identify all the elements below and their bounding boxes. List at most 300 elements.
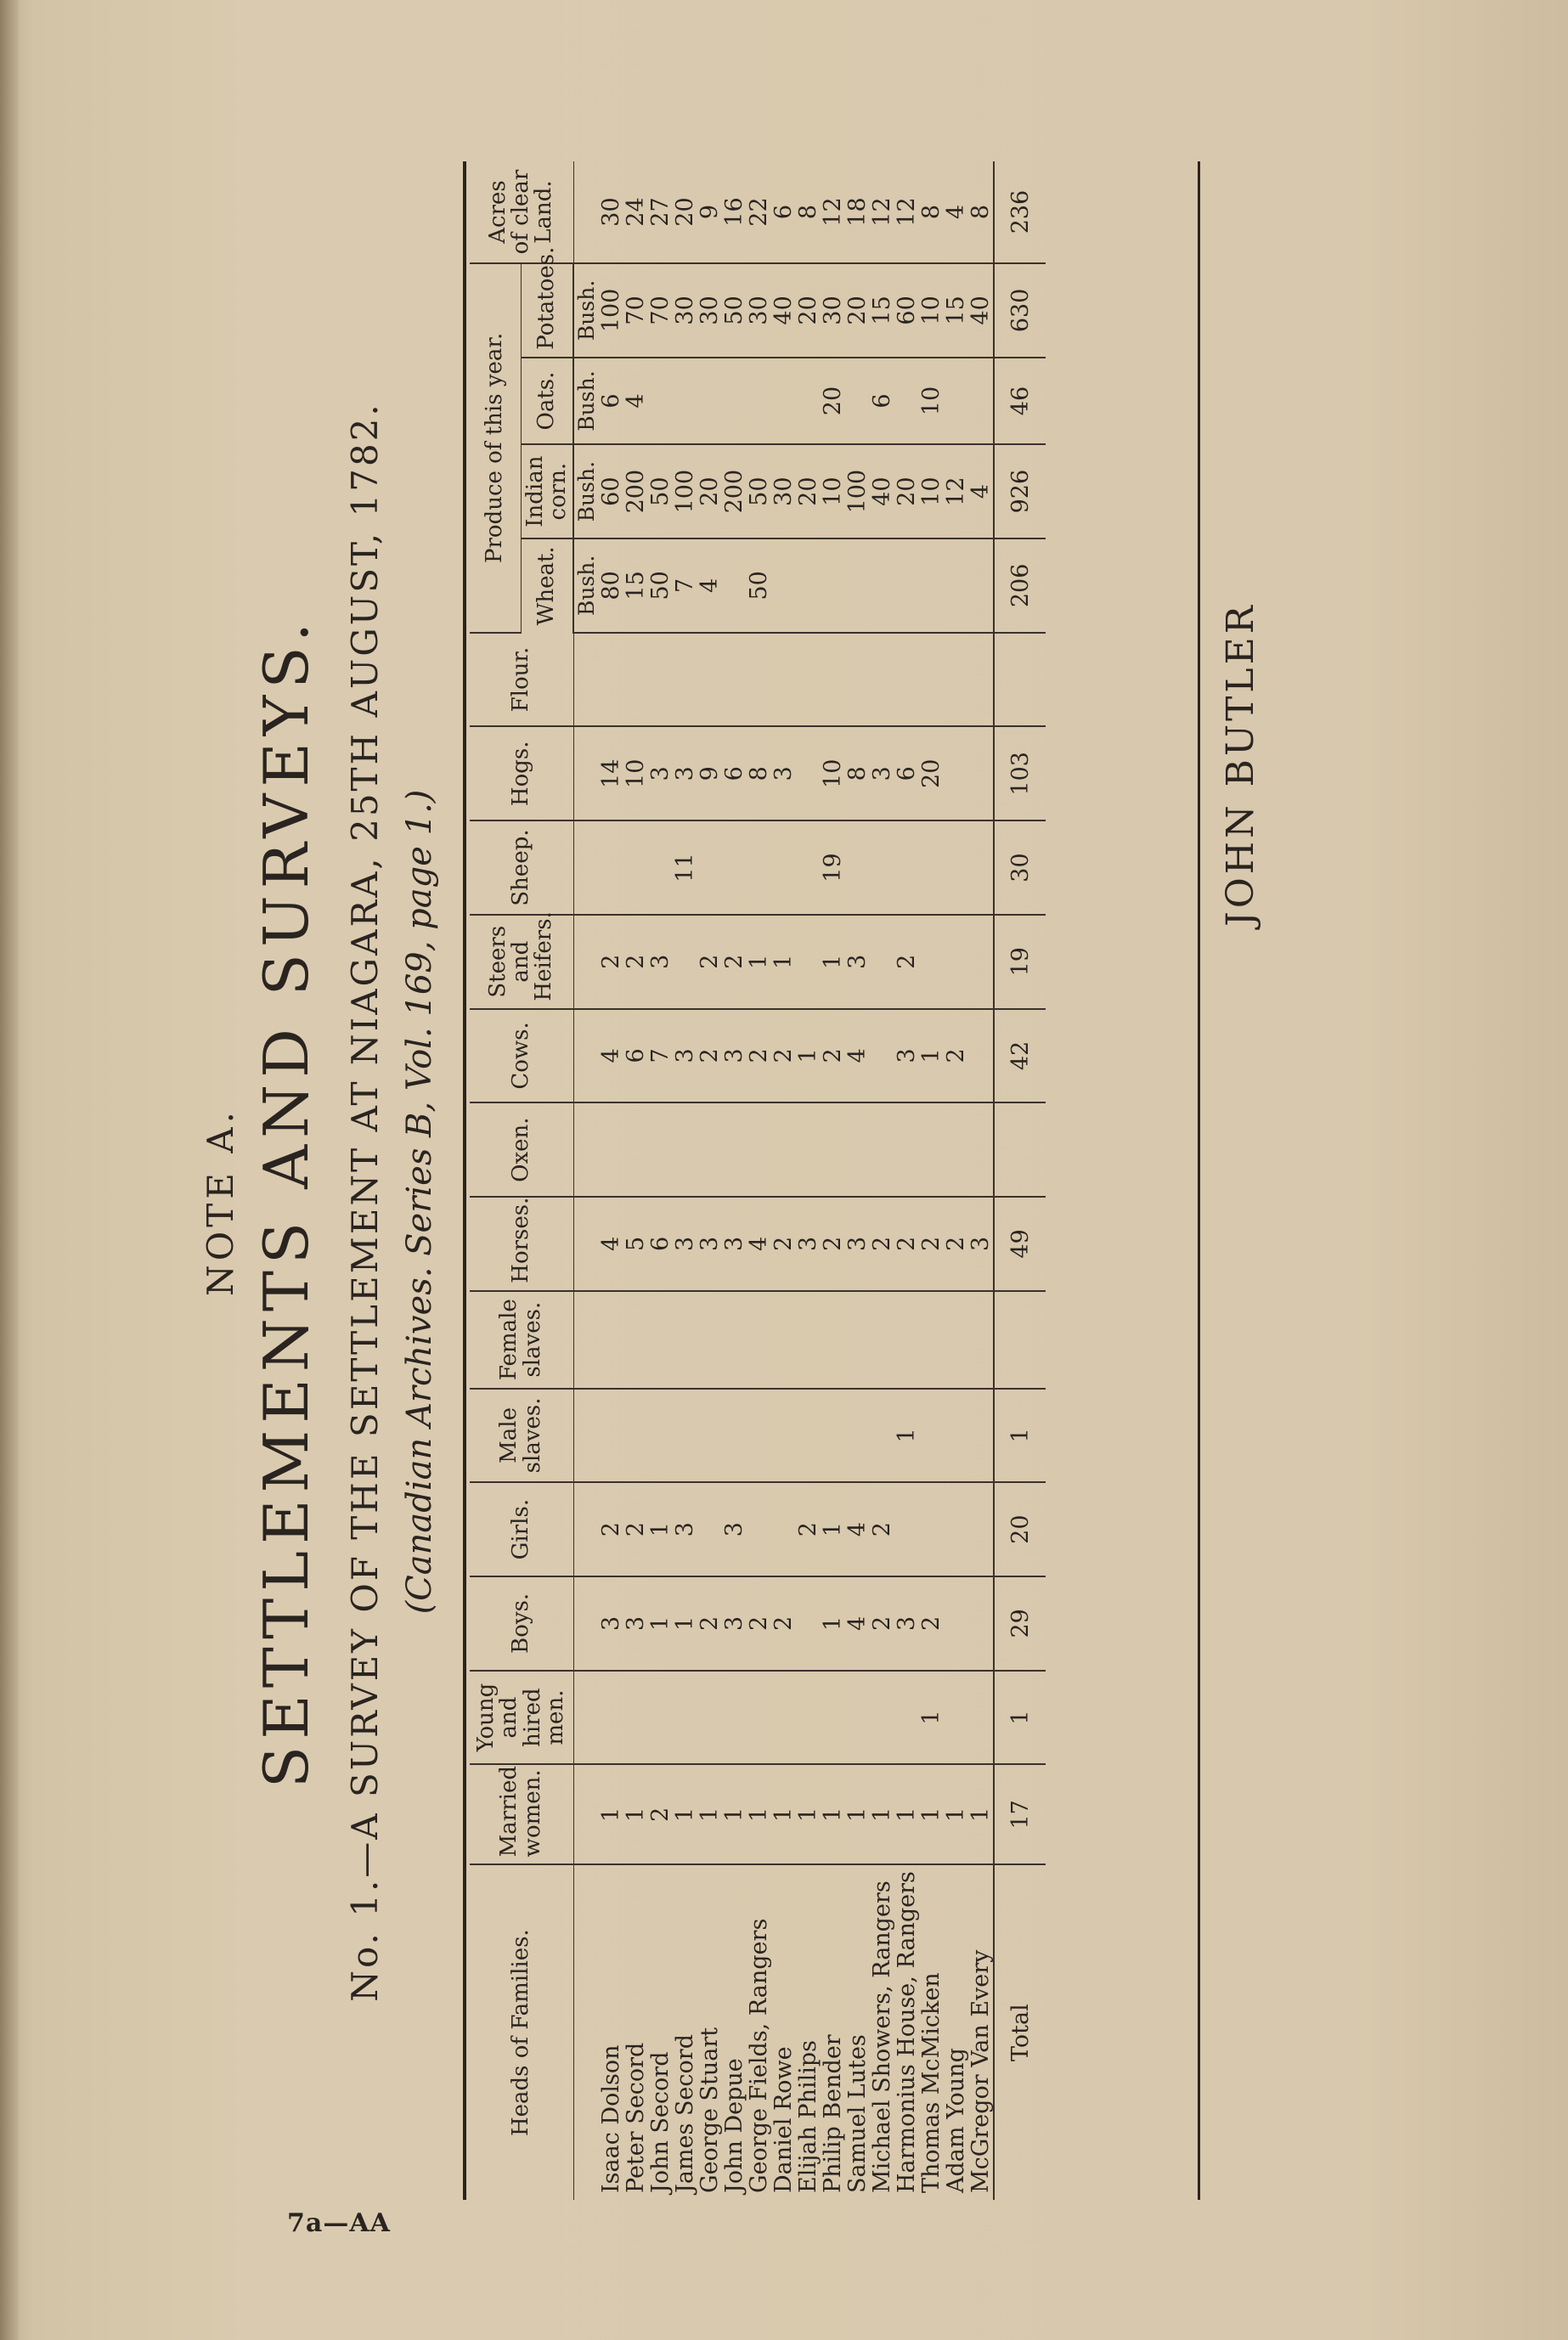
total-cell [994,1102,1046,1197]
table-cell: 20 [894,444,919,538]
table-cell [944,820,968,915]
table-cell: 3 [722,1576,747,1671]
table-cell: 2 [623,915,648,1009]
table-cell: 1 [919,1764,944,1864]
table-cell [673,1102,697,1197]
table-cell [599,633,623,727]
total-cell: 42 [994,1009,1046,1103]
header-oats: Oats. [522,358,574,445]
table-cell: 70 [648,263,673,358]
table-cell [845,1291,870,1389]
header-hogs: Hogs. [470,726,573,820]
table-cell: 6 [648,1197,673,1291]
table-cell: 2 [599,1482,623,1576]
table-cell: 1 [919,1671,944,1765]
table-cell [747,1671,771,1765]
table-cell [771,1291,796,1389]
total-cell: 926 [994,444,1046,538]
total-cell [994,1291,1046,1389]
table-cell [894,358,919,445]
table-cell: 40 [968,263,994,358]
total-cell [994,633,1046,727]
table-cell [722,1291,747,1389]
family-head-name: George Fields, Rangers [746,1918,772,2193]
table-cell [796,1671,821,1765]
table-cell [796,1291,821,1389]
table-cell: 3 [845,1197,870,1291]
table-cell [944,1389,968,1483]
table-cell: 200 [623,444,648,538]
table-cell: 2 [870,1482,894,1576]
table-cell [919,633,944,727]
table-cell: 4 [599,1197,623,1291]
table-cell [796,915,821,1009]
header-produce-group: Produce of this year. [470,263,522,633]
table-cell: 2 [870,1197,894,1291]
table-cell: 3 [673,726,697,820]
table-cell [870,820,894,915]
table-cell [648,1389,673,1483]
bottom-rule [1198,161,1200,2200]
table-cell [747,1291,771,1389]
table-cell: 15 [870,263,894,358]
table-cell [623,1102,648,1197]
table-cell: 3 [870,726,894,820]
table-cell [944,1482,968,1576]
table-cell: 3 [722,1482,747,1576]
table-cell [648,1291,673,1389]
table-cell [796,538,821,633]
total-cell: 1 [994,1671,1046,1765]
table-cell: 2 [747,1009,771,1103]
table-cell: 4 [599,1009,623,1103]
table-cell [796,726,821,820]
unit-oats: Bush. [573,358,599,445]
table-cell: 5 [623,1197,648,1291]
table-cell [919,915,944,1009]
table-cell [845,538,870,633]
table-cell [968,538,994,633]
table-cell: 4 [697,538,722,633]
table-cell: 15 [623,538,648,633]
family-head-name: John Depue [721,2058,747,2193]
page-title: SETTLEMENTS AND SURVEYS. [251,615,322,1789]
page-number-value: 7a [287,2208,324,2238]
table-cell [944,915,968,1009]
table-cell: 2 [821,1197,845,1291]
table-cell [771,1671,796,1765]
table-cell: 2 [771,1576,796,1671]
table-cell: 2 [599,915,623,1009]
family-head-name: Harmonius House, Rangers [894,1871,920,2193]
signature: JOHN BUTLER [1219,602,1262,927]
table-cell: 4 [747,1197,771,1291]
table-cell: 20 [919,726,944,820]
table-cell: 70 [623,263,648,358]
table-cell: 9 [697,726,722,820]
table-cell: 1 [968,1764,994,1864]
header-cows: Cows. [470,1009,573,1103]
table-cell [870,915,894,1009]
top-rule [463,161,466,2200]
header-oxen: Oxen. [470,1102,573,1197]
table-row [623,161,648,2200]
table-cell [697,1671,722,1765]
table-row [697,161,722,2200]
table-cell: 6 [894,726,919,820]
table-cell: 20 [821,358,845,445]
table-cell [944,538,968,633]
family-head-name: George Stuart [697,2027,723,2193]
table-cell [722,1389,747,1483]
table-cell: 12 [870,161,894,263]
table-cell [845,1102,870,1197]
table-cell: 20 [697,444,722,538]
table-cell: 6 [771,161,796,263]
table-cell: 3 [673,1482,697,1576]
table-cell [722,633,747,727]
table-cell [747,1389,771,1483]
table-cell: 1 [747,1764,771,1864]
table-cell: 7 [648,1009,673,1103]
table-cell: 15 [944,263,968,358]
table-cell: 1 [697,1764,722,1864]
table-row [648,161,673,2200]
table-cell [968,1671,994,1765]
table-cell: 1 [821,915,845,1009]
binding-edge [0,0,19,2340]
family-head-name: Peter Secord [623,2042,649,2193]
table-cell [697,1482,722,1576]
total-cell: 1 [994,1389,1046,1483]
table-cell: 8 [747,726,771,820]
table-cell [845,1671,870,1765]
table-cell: 1 [845,1764,870,1864]
table-cell [821,1671,845,1765]
table-cell: 2 [870,1576,894,1671]
table-cell: 1 [821,1764,845,1864]
table-cell: 2 [648,1764,673,1864]
table-cell: 8 [796,161,821,263]
header-steers-heifers: Steers and Heifers. [470,915,573,1009]
table-cell: 4 [623,358,648,445]
table-cell: 50 [747,444,771,538]
table-cell [894,1671,919,1765]
table-cell [771,1482,796,1576]
table-cell: 11 [673,820,697,915]
table-cell [623,633,648,727]
table-cell: 40 [870,444,894,538]
total-cell: 20 [994,1482,1046,1576]
unit-wheat: Bush. [573,538,599,633]
table-cell: 1 [944,1764,968,1864]
table-cell [648,1102,673,1197]
table-cell: 8 [968,161,994,263]
total-cell: 29 [994,1576,1046,1671]
table-cell: 1 [747,915,771,1009]
table-cell: 7 [673,538,697,633]
table-cell: 50 [648,538,673,633]
table-cell: 27 [648,161,673,263]
table-cell: 2 [623,1482,648,1576]
table-cell: 1 [796,1009,821,1103]
table-cell: 3 [968,1197,994,1291]
table-cell: 20 [796,263,821,358]
table-cell: 3 [722,1197,747,1291]
table-cell: 1 [648,1576,673,1671]
table-cell [796,1389,821,1483]
table-cell: 6 [722,726,747,820]
table-cell [623,820,648,915]
survey-table-body [573,161,1046,2200]
table-cell [648,358,673,445]
table-cell: 60 [894,263,919,358]
table-cell [968,1482,994,1576]
table-cell [968,358,994,445]
table-cell [944,726,968,820]
table-cell [796,633,821,727]
table-cell: 10 [919,358,944,445]
table-cell: 14 [599,726,623,820]
table-cell: 4 [845,1576,870,1671]
family-head-name: Michael Showers, Rangers [869,1880,895,2193]
table-cell: 3 [722,1009,747,1103]
header-boys: Boys. [470,1576,573,1671]
table-cell: 2 [919,1576,944,1671]
header-female-slaves: Female slaves. [470,1291,573,1389]
total-cell: 49 [994,1197,1046,1291]
page-number-code: AA [349,2208,391,2238]
table-cell: 24 [623,161,648,263]
total-cell: 17 [994,1764,1046,1864]
table-cell [747,358,771,445]
table-cell [870,633,894,727]
rotated-content [200,93,1287,2242]
table-cell [919,1291,944,1389]
table-cell: 1 [771,915,796,1009]
family-head-name: Samuel Lutes [844,2034,871,2193]
table-cell: 3 [623,1576,648,1671]
table-cell: 3 [845,915,870,1009]
table-row [968,161,994,2200]
table-cell: 3 [648,915,673,1009]
table-cell: 3 [796,1197,821,1291]
table-cell [821,1389,845,1483]
table-cell: 19 [821,820,845,915]
table-row [722,161,747,2200]
family-head-name: John Secord [647,2051,674,2193]
total-row [994,161,1046,2200]
table-cell: 30 [673,263,697,358]
table-cell [845,820,870,915]
table-cell [821,1291,845,1389]
header-married-women: Married women. [470,1764,573,1864]
table-cell: 3 [771,726,796,820]
table-cell: 8 [919,161,944,263]
unit-indian-corn: Bush. [573,444,599,538]
table-cell [623,1389,648,1483]
table-row [919,161,944,2200]
table-cell [747,820,771,915]
table-cell [796,1576,821,1671]
table-cell: 2 [821,1009,845,1103]
table-row [944,161,968,2200]
table-cell [944,1102,968,1197]
table-cell [919,1102,944,1197]
table-cell: 10 [821,726,845,820]
table-cell: 2 [697,1576,722,1671]
table-cell [894,538,919,633]
table-cell: 100 [845,444,870,538]
table-cell: 12 [894,161,919,263]
family-head-name: Daniel Rowe [770,2046,797,2193]
table-cell [894,633,919,727]
table-cell: 6 [623,1009,648,1103]
table-cell: 3 [894,1009,919,1103]
table-cell [623,1291,648,1389]
table-cell [648,820,673,915]
table-row [894,161,919,2200]
table-cell [697,1102,722,1197]
header-wheat: Wheat. [522,538,574,633]
table-cell: 2 [944,1197,968,1291]
table-cell: 30 [821,263,845,358]
table-cell [870,1009,894,1103]
family-head-name: McGregor Van Every [967,1949,994,2193]
table-cell: 3 [673,1197,697,1291]
table-cell: 10 [919,444,944,538]
table-cell [919,538,944,633]
table-cell [722,1102,747,1197]
table-cell: 18 [845,161,870,263]
table-cell [821,538,845,633]
family-head-name: Philip Bender [820,2034,846,2193]
table-cell [599,1671,623,1765]
table-cell [870,1389,894,1483]
table-cell [599,1291,623,1389]
table-cell [870,1102,894,1197]
table-cell [870,1671,894,1765]
table-cell: 30 [747,263,771,358]
table-cell: 2 [771,1009,796,1103]
table-cell [894,1482,919,1576]
table-cell: 30 [697,263,722,358]
table-cell: 1 [722,1764,747,1864]
table-cell: 22 [747,161,771,263]
note-heading: NOTE A. [200,1108,241,1296]
total-cell: 30 [994,820,1046,915]
source-citation: (Canadian Archives. Series B, Vol. 169, page 1.) [400,789,439,1615]
table-cell [673,1291,697,1389]
table-cell [648,1671,673,1765]
unit-potatoes: Bush. [573,263,599,358]
table-cell [771,538,796,633]
table-cell: 10 [821,444,845,538]
table-cell [821,633,845,727]
table-cell [944,358,968,445]
table-cell: 1 [919,1009,944,1103]
table-cell: 2 [894,915,919,1009]
table-cell: 2 [796,1482,821,1576]
table-cell [845,633,870,727]
table-row [747,161,771,2200]
table-cell: 10 [919,263,944,358]
table-cell [968,1389,994,1483]
table-cell [673,358,697,445]
table-cell: 20 [845,263,870,358]
table-cell: 50 [722,263,747,358]
total-cell: 103 [994,726,1046,820]
table-cell [771,820,796,915]
table-cell: 60 [599,444,623,538]
table-cell: 1 [599,1764,623,1864]
table-cell: 6 [870,358,894,445]
table-cell [771,1389,796,1483]
table-cell [968,726,994,820]
table-cell [673,633,697,727]
table-cell [599,1102,623,1197]
table-cell [697,358,722,445]
table-cell [845,358,870,445]
table-cell [968,1102,994,1197]
survey-table [470,161,1046,2200]
table-row [673,161,697,2200]
table-cell [944,633,968,727]
table-cell [894,1291,919,1389]
family-head-name: James Secord [672,2034,698,2193]
table-cell: 200 [722,444,747,538]
table-cell [944,1671,968,1765]
table-cell: 30 [771,444,796,538]
table-row [796,161,821,2200]
table-cell: 20 [673,161,697,263]
total-cell: 19 [994,915,1046,1009]
table-cell [722,358,747,445]
table-cell [747,1482,771,1576]
table-cell: 16 [722,161,747,263]
table-cell: 1 [623,1764,648,1864]
total-cell: 46 [994,358,1046,445]
table-cell: 2 [722,915,747,1009]
table-cell: 2 [919,1197,944,1291]
table-cell: 30 [599,161,623,263]
table-cell: 1 [771,1764,796,1864]
table-cell: 2 [697,915,722,1009]
family-head-name: Thomas McMicken [918,1972,945,2193]
header-young-hired-men: Young and hired men. [470,1671,573,1765]
table-cell: 2 [697,1009,722,1103]
table-cell [919,1389,944,1483]
header-male-slaves: Male slaves. [470,1389,573,1483]
total-cell: 630 [994,263,1046,358]
table-cell: 1 [648,1482,673,1576]
header-heads-of-families: Heads of Families. [470,1864,573,2200]
table-cell: 1 [870,1764,894,1864]
table-cell [722,1671,747,1765]
table-cell [722,820,747,915]
table-cell [623,1671,648,1765]
header-girls: Girls. [470,1482,573,1576]
table-cell: 12 [944,444,968,538]
table-row [821,161,845,2200]
table-cell: 8 [845,726,870,820]
table-cell [697,1389,722,1483]
table-cell: 3 [673,1009,697,1103]
table-cell [968,1009,994,1103]
table-cell [796,820,821,915]
table-cell [870,538,894,633]
table-row [870,161,894,2200]
